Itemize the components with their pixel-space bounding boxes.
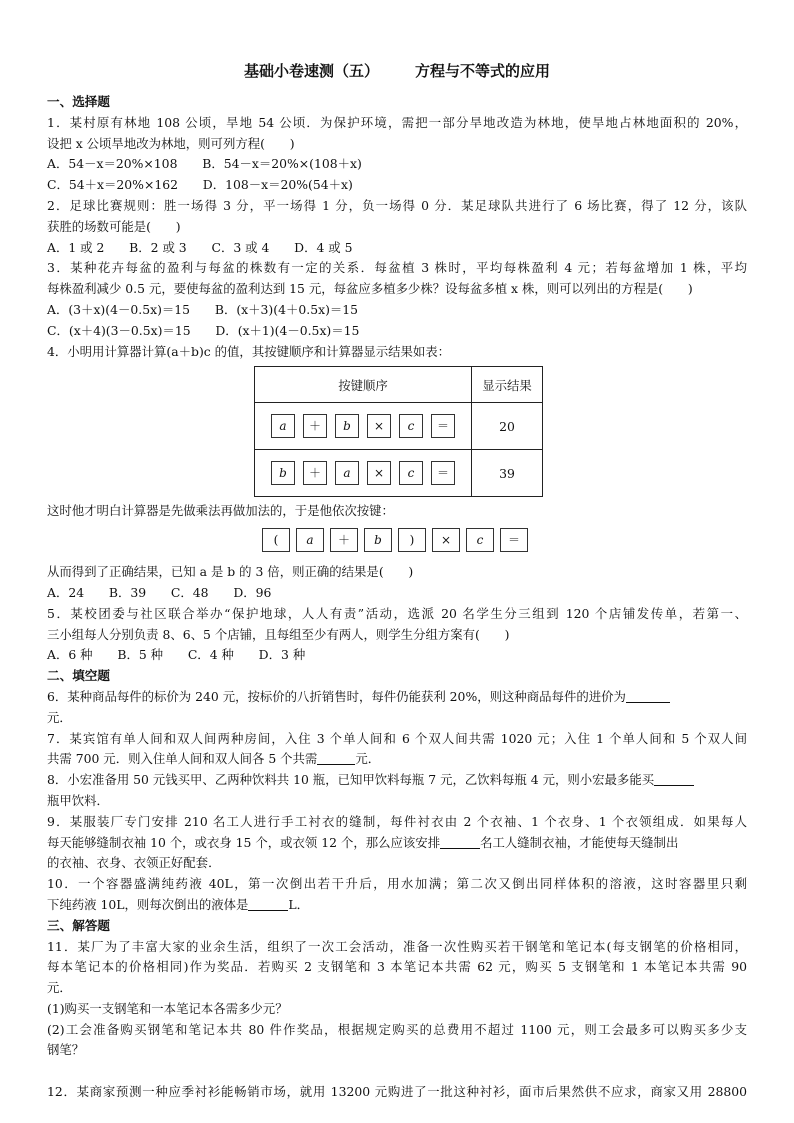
answer-blank[interactable] — [440, 834, 480, 849]
question-9: 9．某服装厂专门安排 210 名工人进行手工衬衣的缝制，每件衬衣由 2 个衣袖、1 个衣身、1 个衣领组成．如果每人 每天能够缝制衣袖 10 个，或衣身 15 个，或衣领 12 个，那么应该安排 名工人缝制衣袖，才能使每天缝制出 的衣袖、衣身、衣领正好配套． — [47, 813, 747, 871]
section-heading-fill: 二、填空题 — [47, 668, 110, 684]
key-times: × — [367, 461, 391, 485]
calculator-key-table — [254, 366, 543, 497]
table-row — [255, 403, 543, 450]
key-close-paren: ) — [398, 528, 426, 552]
title-left: 基础小卷速测（五） — [243, 62, 379, 80]
table-header-seq: 按键顺序 — [255, 367, 472, 403]
key-equals: ＝ — [431, 461, 455, 485]
key-a: a — [335, 461, 359, 485]
question-3: 3．某种花卉每盆的盈利与每盆的株数有一定的关系．每盆植 3 株时，平均每株盈利 4 元；若每盆增加 1 株，平均 每株盈利减少 0.5 元，要使每盆的盈利达到 15 元，每盆应多植多少株？设每盆多植 x 株，则可以列出的方程是( ) A．(3＋x)(4－0.5x)＝15 B．(x＋3)(4＋0.5x)＝15 C．(x＋4)(3－0.5x)＝15 D．(x＋1)(4－0.5x)＝15 — [47, 260, 747, 338]
question-11: 11．某厂为了丰富大家的业余生活，组织了一次工会活动，准备一次性购买若干钢笔和笔记本(每支钢笔的价格相同， 每本笔记本的价格相同)作为奖品．若购买 2 支钢笔和 3 本笔记本共需 62 元，购买 5 支钢笔和 1 本笔记本共需 90 元． (1)购买一支钢笔和一本笔记本各需多少元？ (2)工会准备购买钢笔和笔记本共 80 件作奖品，根据规定购买的总费用不超过 1100 元，则工会最多可以购买多少支 钢笔？ — [47, 938, 747, 1058]
key-b: b — [364, 528, 392, 552]
answer-blank[interactable] — [317, 750, 355, 765]
table-row — [255, 450, 543, 497]
key-a: a — [271, 414, 295, 438]
key-a: a — [296, 528, 324, 552]
title-right: 方程与不等式的应用 — [415, 62, 551, 80]
key-b: b — [335, 414, 359, 438]
question-4: 4．小明用计算器计算(a＋b)c 的值，其按键顺序和计算器显示结果如表： 按键顺序 显示结果 a ＋ b × c ＝ 20 b ＋ a × c ＝ 39 这时他才明白计算器是先做乘法再做加法的，于是他依次按键： ( a ＋ b ) × c ＝ 从而得到了正确结果，已知 a 是 b 的 3 倍，则正确的结果是( ) A．24 B．39 C．48 D．96 — [47, 342, 747, 604]
key-equals: ＝ — [500, 528, 528, 552]
key-c: c — [399, 461, 423, 485]
answer-blank[interactable] — [654, 771, 694, 786]
question-5: 5．某校团委与社区联合举办“保护地球，人人有责”活动，选派 20 名学生分三组到 120 个店铺发传单，若第一、 三小组每人分别负责 8、6、5 个店铺，且每组至少有两人，则学生分组方案有( ) A．6 种 B．5 种 C．4 种 D．3 种 — [47, 605, 747, 663]
key-equals: ＝ — [431, 414, 455, 438]
result-cell: 20 — [472, 403, 543, 450]
section-heading-choice: 一、选择题 — [47, 94, 110, 109]
question-7: 7．某宾馆有单人间和双人间两种房间，入住 3 个单人间和 6 个双人间共需 1020 元；入住 1 个单人间和 5 个双人间 共需 700 元．则入住单人间和双人间各 5 个共需 元． — [47, 730, 747, 767]
key-open-paren: ( — [262, 528, 290, 552]
key-times: × — [367, 414, 391, 438]
question-1: 1．某村原有林地 108 公顷，旱地 54 公顷．为保护环境，需把一部分旱地改造为林地，使旱地占林地面积的 20%， 设把 x 公顷旱地改为林地，则可列方程( ) A．54－x＝20%×108 B．54－x＝20%×(108＋x) C．54＋x＝20%×162 D．108－x＝20%(54＋x) — [47, 114, 747, 193]
question-6: 6．某种商品每件的标价为 240 元，按标价的八折销售时，每件仍能获利 20%，则这种商品每件的进价为 元． — [47, 687, 747, 729]
question-2: 2．足球比赛规则：胜一场得 3 分，平一场得 1 分，负一场得 0 分．某足球队共进行了 6 场比赛，得了 12 分，该队 获胜的场数可能是( ) A．1 或 2 B．2 或 3 C．3 或 4 D．4 或 5 — [47, 197, 747, 255]
worksheet-content — [47, 92, 747, 1103]
question-10: 10．一个容器盛满纯药液 40L，第一次倒出若干升后，用水加满；第二次又倒出同样体积的溶液，这时容器里只剩 下纯药液 10L，则每次倒出的液体是 L． — [47, 876, 747, 912]
key-c: c — [399, 414, 423, 438]
key-plus: ＋ — [303, 414, 327, 438]
key-b: b — [271, 461, 295, 485]
question-8: 8．小宏准备用 50 元钱买甲、乙两种饮料共 10 瓶，已知甲饮料每瓶 7 元，乙饮料每瓶 4 元，则小宏最多能买 瓶甲饮料． — [47, 770, 747, 812]
key-c: c — [466, 528, 494, 552]
key-sequence — [262, 528, 747, 556]
question-12: 12．某商家预测一种应季衬衫能畅销市场，就用 13200 元购进了一批这种衬衫，面市后果然供不应求，商家又用 28800 — [47, 1084, 747, 1100]
result-cell: 39 — [472, 450, 543, 497]
page-title — [0, 60, 794, 81]
key-plus: ＋ — [303, 461, 327, 485]
answer-blank[interactable] — [248, 896, 288, 911]
key-plus: ＋ — [330, 528, 358, 552]
answer-blank[interactable] — [626, 688, 670, 703]
key-times: × — [432, 528, 460, 552]
section-heading-answer: 三、解答题 — [47, 917, 110, 933]
table-header-result: 显示结果 — [472, 367, 543, 403]
